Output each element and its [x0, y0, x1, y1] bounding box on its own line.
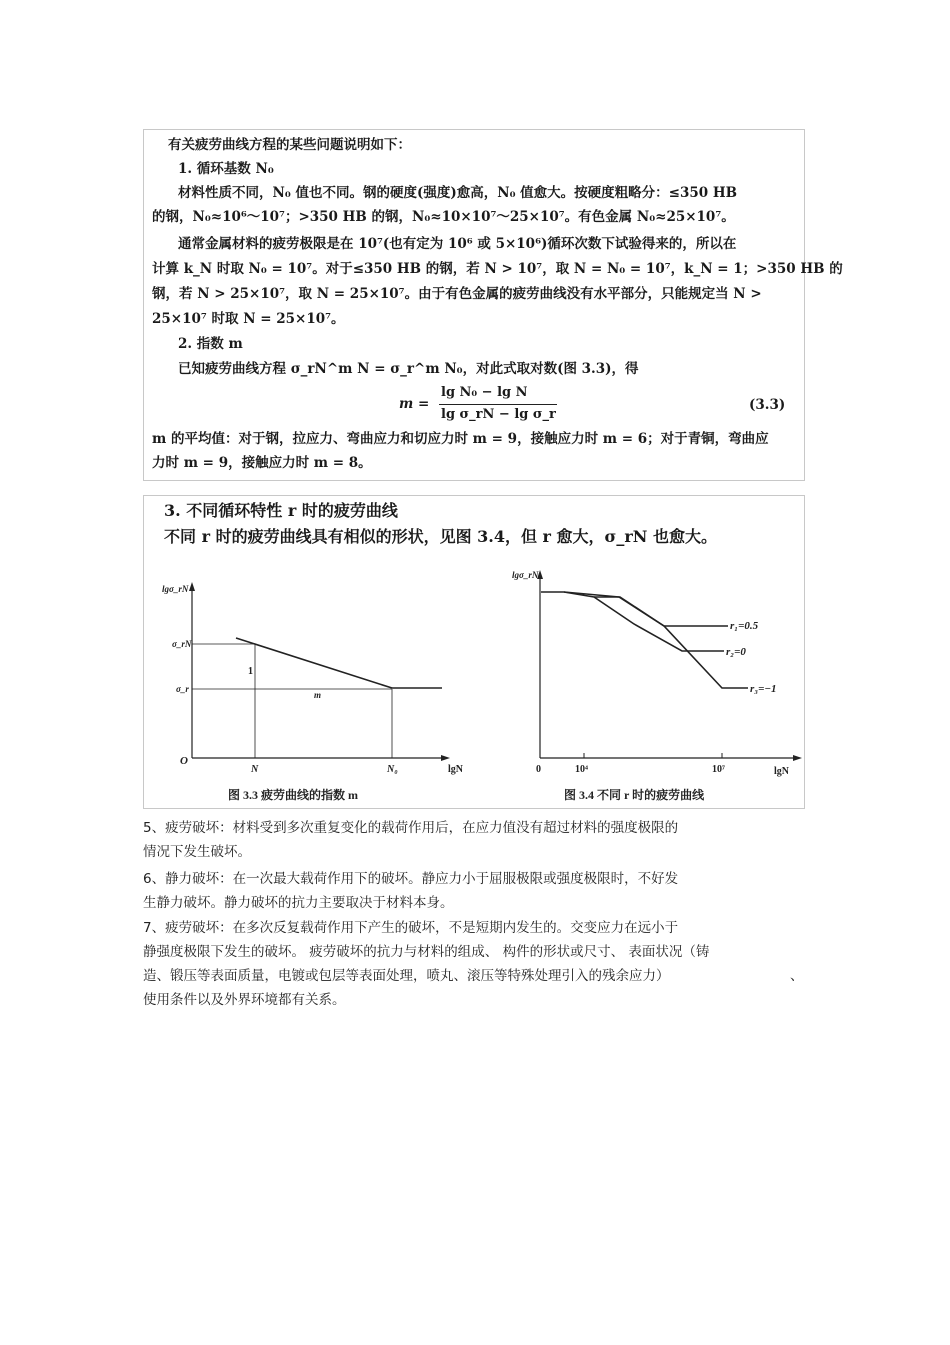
- heading-exponent-m: 2. 指数 m: [178, 336, 243, 352]
- fig34-ylabel: lgσ_rN: [512, 570, 539, 580]
- note-6-line-1: 6、静力破坏：在一次最大载荷作用下的破坏。静应力小于屈服极限或强度极限时，不好发: [143, 871, 679, 887]
- heading-cycle-base: 1. 循环基数 N₀: [178, 161, 274, 177]
- figure-3-3-labels: [162, 584, 464, 802]
- fig33-x-n0: N₀: [387, 764, 398, 775]
- note-5-line-1: 5、疲劳破坏：材料受到多次重复变化的载荷作用后，在应力值没有超过材料的强度极限的: [143, 820, 679, 836]
- fig34-xtick-1: 10⁴: [575, 764, 588, 775]
- figures-svg: [144, 496, 804, 808]
- fig33-rise-label: 1: [248, 666, 253, 677]
- note-6-line-2: 生静力破坏。静力破坏的抗力主要取决于材料本身。: [143, 895, 454, 911]
- paragraph-line: 的钢，N₀≈10⁶～10⁷；>350 HB 的钢，N₀≈10×10⁷～25×10⁷。有色金属 N₀≈25×10⁷。: [152, 209, 735, 225]
- formula-numerator: lg N₀ − lg N: [441, 385, 528, 400]
- note-7-line-3: 造、锻压等表面质量，电镀或包层等表面处理，喷丸、滚压等特殊处理引入的残余应力）: [143, 968, 670, 984]
- formula-lhs: m =: [399, 396, 430, 412]
- paragraph-line: 25×10⁷ 时取 N = 25×10⁷。: [152, 311, 345, 327]
- fig34-caption: 图 3.4 不同 r 时的疲劳曲线: [564, 788, 705, 802]
- fig33-x-n: N: [251, 764, 259, 775]
- note-7-line-3-end: 、: [790, 968, 804, 984]
- x-axis-arrow: [441, 755, 450, 761]
- paragraph-line: 材料性质不同，N₀ 值也不同。钢的硬度(强度)愈高，N₀ 值愈大。按硬度粗略分：≤350 HB: [178, 185, 738, 201]
- curve-r2: [564, 592, 724, 651]
- paragraph-line: 计算 k_N 时取 N₀ = 10⁷。对于≤350 HB 的钢，若 N > 10⁷，取 N = N₀ = 10⁷，k_N = 1；>350 HB 的: [152, 261, 843, 277]
- fig33-ylabel: lgσ_rN: [162, 584, 189, 594]
- fig33-run-label: m: [314, 690, 322, 700]
- fig34-xtick-2: 10⁷: [712, 764, 725, 775]
- fig34-curve3-label: r₃=−1: [750, 683, 777, 695]
- paragraph-line: 已知疲劳曲线方程 σ_rN^m N = σ_r^m N₀，对此式取对数(图 3.3)，得: [178, 361, 639, 377]
- fraction-bar: [439, 404, 557, 405]
- fig34-xlabel: lgN: [774, 766, 789, 777]
- fig33-sr-label: σ_r: [176, 684, 189, 694]
- note-7-line-4: 使用条件以及外界环境都有关系。: [143, 992, 346, 1008]
- note-7-line-2: 静强度极限下发生的破坏。 疲劳破坏的抗力与材料的组成、 构件的形状或尺寸、 表面状况（铸: [143, 944, 710, 960]
- paragraph-line: 通常金属材料的疲劳极限是在 10⁷(也有定为 10⁶ 或 5×10⁶)循环次数下试验得来的，所以在: [178, 236, 737, 252]
- fig33-xlabel: lgN: [448, 764, 463, 775]
- curve-r3: [541, 592, 748, 688]
- fig34-curve1-label: r₁=0.5: [730, 620, 759, 632]
- note-7-line-1: 7、疲劳破坏：在多次反复载荷作用下产生的破坏，不是短期内发生的。交变应力在远小于: [143, 920, 679, 936]
- scan-excerpt-fatigue-equation: [143, 129, 843, 481]
- figure-3-3: [189, 582, 450, 761]
- fig34-curve2-label: r₂=0: [726, 646, 746, 658]
- scan-excerpt-fatigue-curves: [143, 495, 805, 809]
- fig33-caption: 图 3.3 疲劳曲线的指数 m: [228, 788, 358, 802]
- figure-3-4: [537, 570, 802, 761]
- figure-3-4-labels: [512, 570, 790, 802]
- paragraph-line: 力时 m = 9，接触应力时 m = 8。: [152, 455, 372, 471]
- paragraph-line: m 的平均值：对于钢，拉应力、弯曲应力和切应力时 m = 9，接触应力时 m = 6；对于青铜，弯曲应: [152, 431, 769, 447]
- fig34-origin: 0: [536, 764, 541, 775]
- sloped-curve: [236, 638, 392, 688]
- x-axis-arrow: [793, 755, 802, 761]
- section-heading: 3. 不同循环特性 r 时的疲劳曲线: [164, 501, 398, 520]
- formula-number: (3.3): [749, 397, 786, 413]
- note-5-line-2: 情况下发生破坏。: [143, 844, 251, 860]
- intro-line: 有关疲劳曲线方程的某些问题说明如下：: [168, 137, 411, 153]
- formula-denominator: lg σ_rN − lg σ_r: [441, 407, 556, 422]
- formula-3-3: [399, 382, 649, 426]
- y-axis-arrow: [189, 582, 195, 591]
- section-subtitle: 不同 r 时的疲劳曲线具有相似的形状，见图 3.4，但 r 愈大，σ_rN 也愈大。: [164, 527, 717, 546]
- fig33-origin: O: [180, 755, 188, 767]
- fig33-srn-label: σ_rN: [172, 639, 192, 649]
- paragraph-line: 钢，若 N > 25×10⁷，取 N = 25×10⁷。由于有色金属的疲劳曲线没有水平部分，只能规定当 N >: [152, 286, 762, 302]
